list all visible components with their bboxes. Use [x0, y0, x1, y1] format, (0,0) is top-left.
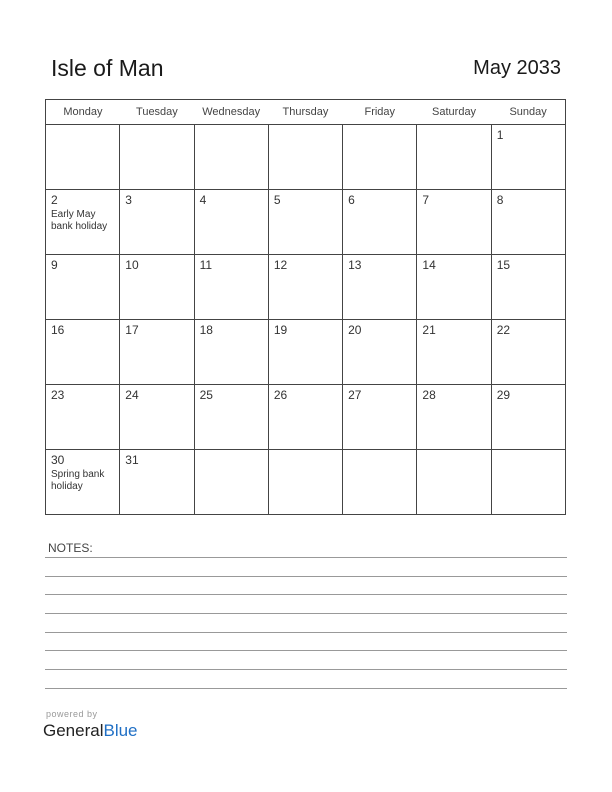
calendar-day-cell[interactable]	[491, 320, 565, 385]
day-cell-content	[46, 450, 119, 496]
calendar-day-cell[interactable]	[194, 450, 268, 515]
day-cell-content	[46, 125, 119, 131]
day-number: 7	[422, 193, 430, 207]
day-cell-content	[417, 255, 490, 275]
notes-line	[45, 594, 567, 595]
day-cell-content	[195, 385, 268, 405]
calendar-day-cell[interactable]	[194, 385, 268, 450]
calendar-day-cell[interactable]	[343, 190, 417, 255]
calendar-day-cell[interactable]	[491, 190, 565, 255]
calendar-week-row	[46, 450, 566, 515]
day-number: 26	[273, 388, 288, 402]
weekday-header: Thursday	[268, 100, 342, 125]
day-cell-content	[269, 450, 342, 456]
calendar-week-row	[46, 190, 566, 255]
day-cell-content	[46, 190, 119, 236]
day-number: 29	[496, 388, 511, 402]
day-number: 19	[273, 323, 288, 337]
calendar-day-cell[interactable]	[46, 190, 120, 255]
day-number: 23	[51, 388, 65, 402]
calendar-day-cell[interactable]	[268, 255, 342, 320]
day-cell-content	[120, 385, 193, 405]
day-cell-content	[46, 320, 119, 340]
day-number: 2	[51, 193, 58, 207]
calendar-day-cell[interactable]	[46, 255, 120, 320]
weekday-header: Sunday	[491, 100, 565, 125]
day-number: 25	[199, 388, 213, 402]
day-number: 4	[199, 193, 207, 207]
day-cell-content	[46, 385, 119, 405]
calendar-day-cell[interactable]	[491, 385, 565, 450]
calendar-day-cell[interactable]	[194, 255, 268, 320]
calendar-day-cell[interactable]	[120, 385, 194, 450]
day-number: 28	[422, 388, 436, 402]
weekday-header: Monday	[46, 100, 120, 125]
day-cell-content	[492, 190, 565, 210]
day-number: 20	[348, 323, 362, 337]
day-cell-content	[120, 320, 193, 340]
day-cell-content	[120, 450, 193, 470]
calendar-week-row	[46, 125, 566, 190]
day-cell-content	[195, 190, 268, 210]
day-number: 8	[496, 193, 504, 207]
brand-logo[interactable]	[43, 721, 138, 741]
day-number: 1	[496, 128, 504, 142]
calendar-day-cell[interactable]	[46, 450, 120, 515]
calendar-day-cell[interactable]	[268, 385, 342, 450]
notes-line	[45, 557, 567, 558]
calendar-day-cell[interactable]	[120, 125, 194, 190]
weekday-header: Wednesday	[194, 100, 268, 125]
notes-line	[45, 576, 567, 577]
calendar-day-cell[interactable]	[268, 190, 342, 255]
day-cell-content	[492, 385, 565, 405]
day-cell-content	[269, 385, 342, 405]
notes-line	[45, 688, 567, 689]
day-cell-content	[492, 125, 565, 145]
notes-label: NOTES:	[48, 541, 93, 555]
day-cell-content	[269, 320, 342, 340]
day-cell-content	[343, 320, 416, 340]
day-number: 10	[125, 258, 139, 272]
calendar-day-cell[interactable]	[417, 190, 491, 255]
day-cell-content	[492, 255, 565, 275]
month-label: May 2033	[473, 57, 561, 79]
calendar-week-row	[46, 320, 566, 385]
day-cell-content	[120, 255, 193, 275]
calendar-day-cell[interactable]	[491, 450, 565, 515]
day-number: 31	[125, 453, 139, 467]
calendar-day-cell[interactable]	[120, 320, 194, 385]
calendar-day-cell[interactable]	[417, 385, 491, 450]
day-number: 12	[273, 258, 288, 272]
calendar-day-cell[interactable]	[194, 320, 268, 385]
calendar-day-cell[interactable]	[417, 125, 491, 190]
day-number: 18	[199, 323, 213, 337]
calendar-week-row	[46, 255, 566, 320]
day-number: 3	[125, 193, 132, 207]
calendar-day-cell[interactable]	[343, 320, 417, 385]
day-number: 16	[51, 323, 65, 337]
brand-general: General	[43, 721, 104, 740]
calendar-day-cell[interactable]	[491, 255, 565, 320]
notes-line	[45, 632, 567, 633]
calendar-day-cell[interactable]	[343, 385, 417, 450]
calendar-title: Isle of Man	[51, 55, 164, 81]
calendar-body	[46, 125, 566, 515]
day-number: 17	[125, 323, 139, 337]
day-cell-content	[492, 450, 565, 456]
day-cell-content	[195, 125, 268, 131]
calendar-day-cell[interactable]	[343, 450, 417, 515]
calendar-day-cell[interactable]	[268, 450, 342, 515]
calendar-day-cell[interactable]	[343, 255, 417, 320]
powered-by-text: powered by	[46, 709, 98, 719]
day-cell-content	[120, 125, 193, 131]
day-cell-content	[269, 255, 342, 275]
day-cell-content	[269, 190, 342, 210]
calendar-day-cell[interactable]	[417, 450, 491, 515]
day-cell-content	[195, 255, 268, 275]
holiday-label: Early May bank holiday	[51, 209, 108, 232]
calendar-day-cell[interactable]	[46, 125, 120, 190]
day-cell-content	[269, 125, 342, 131]
calendar-day-cell[interactable]	[343, 125, 417, 190]
day-number: 24	[125, 388, 139, 402]
day-cell-content	[417, 385, 490, 405]
day-number: 5	[273, 193, 281, 207]
day-cell-content	[417, 320, 490, 340]
day-cell-content	[343, 385, 416, 405]
day-cell-content	[417, 190, 490, 210]
day-cell-content	[195, 320, 268, 340]
calendar-day-cell[interactable]	[268, 125, 342, 190]
day-number: 9	[51, 258, 58, 272]
day-cell-content	[343, 190, 416, 210]
notes-line	[45, 650, 567, 651]
day-cell-content	[417, 450, 490, 456]
calendar-day-cell[interactable]	[46, 320, 120, 385]
day-cell-content	[417, 125, 490, 131]
day-number: 11	[199, 258, 213, 272]
notes-line	[45, 669, 567, 670]
notes-line	[45, 613, 567, 614]
calendar-day-cell[interactable]	[120, 190, 194, 255]
day-cell-content	[343, 450, 416, 456]
day-number: 30	[51, 453, 65, 467]
weekday-header-row	[46, 100, 566, 125]
weekday-header: Tuesday	[120, 100, 194, 125]
calendar-day-cell[interactable]	[268, 320, 342, 385]
day-number: 15	[496, 258, 511, 272]
calendar-day-cell[interactable]	[120, 255, 194, 320]
day-cell-content	[120, 190, 193, 210]
calendar-day-cell[interactable]	[417, 255, 491, 320]
day-number: 6	[348, 193, 355, 207]
calendar-day-cell[interactable]	[194, 190, 268, 255]
holiday-label: Spring bank holiday	[51, 469, 105, 492]
calendar-grid	[45, 99, 566, 515]
calendar-day-cell[interactable]	[194, 125, 268, 190]
day-cell-content	[343, 255, 416, 275]
calendar-day-cell[interactable]	[46, 385, 120, 450]
day-number: 27	[348, 388, 362, 402]
brand-blue: Blue	[103, 721, 138, 740]
day-number: 13	[348, 258, 362, 272]
day-cell-content	[195, 450, 268, 456]
day-cell-content	[46, 255, 119, 275]
calendar-day-cell[interactable]	[120, 450, 194, 515]
day-number: 22	[496, 323, 511, 337]
day-number: 14	[422, 258, 436, 272]
day-cell-content	[492, 320, 565, 340]
day-number: 21	[422, 323, 436, 337]
weekday-header: Saturday	[417, 100, 491, 125]
day-cell-content	[343, 125, 416, 131]
calendar-week-row	[46, 385, 566, 450]
calendar-day-cell[interactable]	[491, 125, 565, 190]
weekday-header: Friday	[343, 100, 417, 125]
calendar-day-cell[interactable]	[417, 320, 491, 385]
